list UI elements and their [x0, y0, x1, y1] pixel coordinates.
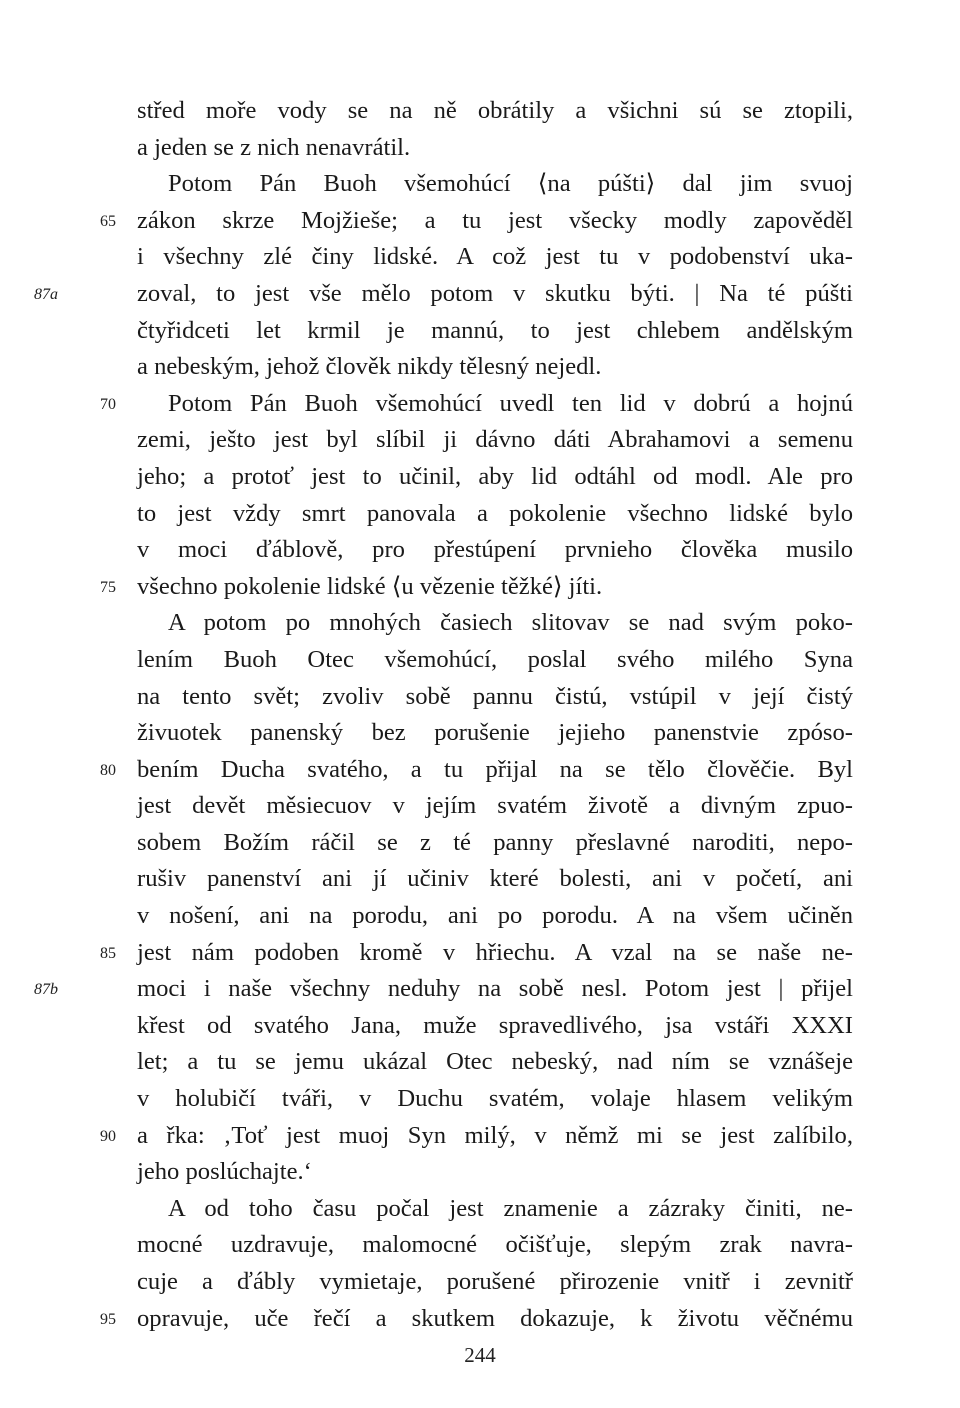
text-line: moci i naše všechny neduhy na sobě nesl. Potom jest | přijel	[137, 975, 853, 1003]
text-line: jeho; a protoť jest to učinil, aby lid odtáhl od modl. Ale pro	[137, 462, 853, 490]
text-line: A potom po mnohých časiech slitovav se nad svým poko-	[168, 609, 853, 637]
text-line: na tento svět; zvoliv sobě pannu čistú, vstúpil v její čistý	[137, 682, 853, 710]
line-number: 65	[100, 212, 116, 230]
text-line: Potom Pán Buoh všemohúcí uvedl ten lid v dobrú a hojnú	[168, 389, 853, 417]
text-line: jest nám podoben kromě v hřiechu. A vzal na se naše ne-	[137, 938, 853, 966]
line-number: 75	[100, 578, 116, 596]
text-line: opravuje, uče řečí a skutkem dokazuje, k životu věčnému	[137, 1304, 853, 1332]
text-line: sobem Božím ráčil se z té panny přeslavné naroditi, nepo-	[137, 828, 853, 856]
line-number: 95	[100, 1310, 116, 1328]
text-line: křest od svatého Jana, muže spravedlivého, jsa vstáři XXXI	[137, 1011, 853, 1039]
folio-mark: 87b	[34, 981, 58, 999]
text-line: čtyřidceti let krmil je mannú, to jest chlebem andělským	[137, 316, 853, 344]
text-line: jest devět měsiecuov v jejím svatém životě a divným zpuo-	[137, 792, 853, 820]
line-number: 70	[100, 395, 116, 413]
text-line: a jeden se z nich nenavrátil.	[137, 133, 411, 161]
text-line: živuotek panenský bez porušenie jejieho panenstvie zpóso-	[137, 719, 853, 747]
folio-mark: 87a	[34, 286, 58, 303]
text-line: v holubičí tváři, v Duchu svatém, volaje hlasem velikým	[137, 1085, 853, 1113]
line-number: 80	[100, 761, 116, 779]
text-line: v moci ďáblově, pro přestúpení prvnieho člověka musilo	[137, 536, 853, 564]
text-line: v nošení, ani na porodu, ani po porodu. A na všem učiněn	[137, 902, 853, 930]
text-line: zoval, to jest vše mělo potom v skutku býti. | Na té púšti	[137, 279, 853, 307]
text-line: i všechny zlé činy lidské. A což jest tu v podobenství uka-	[137, 243, 853, 271]
text-line: let; a tu se jemu ukázal Otec nebeský, nad ním se vznášeje	[137, 1048, 853, 1076]
line-number: 90	[100, 1127, 116, 1145]
text-line: všechno pokolenie lidské ⟨u vězenie těžké⟩ jíti.	[137, 572, 603, 600]
text-line: Potom Pán Buoh všemohúcí ⟨na púšti⟩ dal jim svuoj	[168, 170, 853, 198]
main-text	[137, 93, 853, 1337]
text-line: lením Buoh Otec všemohúcí, poslal svého milého Syna	[137, 645, 853, 673]
text-line: zákon skrze Mojžieše; a tu jest všecky modly zapověděl	[137, 206, 853, 234]
text-line: a nebeským, jehož člověk nikdy tělesný nejedl.	[137, 353, 602, 381]
text-line: a řka: ‚Toť jest muoj Syn milý, v němž mi se jest zalíbilo,	[137, 1121, 853, 1149]
text-line: A od toho času počal jest znamenie a zázraky činiti, ne-	[168, 1194, 853, 1222]
text-line: jeho poslúchajte.‘	[137, 1158, 312, 1186]
text-line: zemi, ješto jest byl slíbil ji dávno dáti Abrahamovi a semenu	[137, 426, 853, 454]
text-line: to jest vždy smrt panovala a pokolenie všechno lidské bylo	[137, 499, 853, 527]
text-line: bením Ducha svatého, a tu přijal na se tělo člověčie. Byl	[137, 755, 853, 783]
text-line: mocné uzdravuje, malomocné očišťuje, slepým zrak navra-	[137, 1231, 853, 1259]
text-line: střed moře vody se na ně obrátily a všichni sú se ztopili,	[137, 97, 853, 124]
page-number: 244	[464, 1343, 496, 1367]
text-line: rušiv panenství ani jí učiniv které bolesti, ani v početí, ani	[137, 865, 853, 893]
line-number: 85	[100, 944, 116, 962]
text-line: cuje a ďábly vymietaje, porušené přirozenie vnitř i zevnitř	[137, 1268, 853, 1295]
